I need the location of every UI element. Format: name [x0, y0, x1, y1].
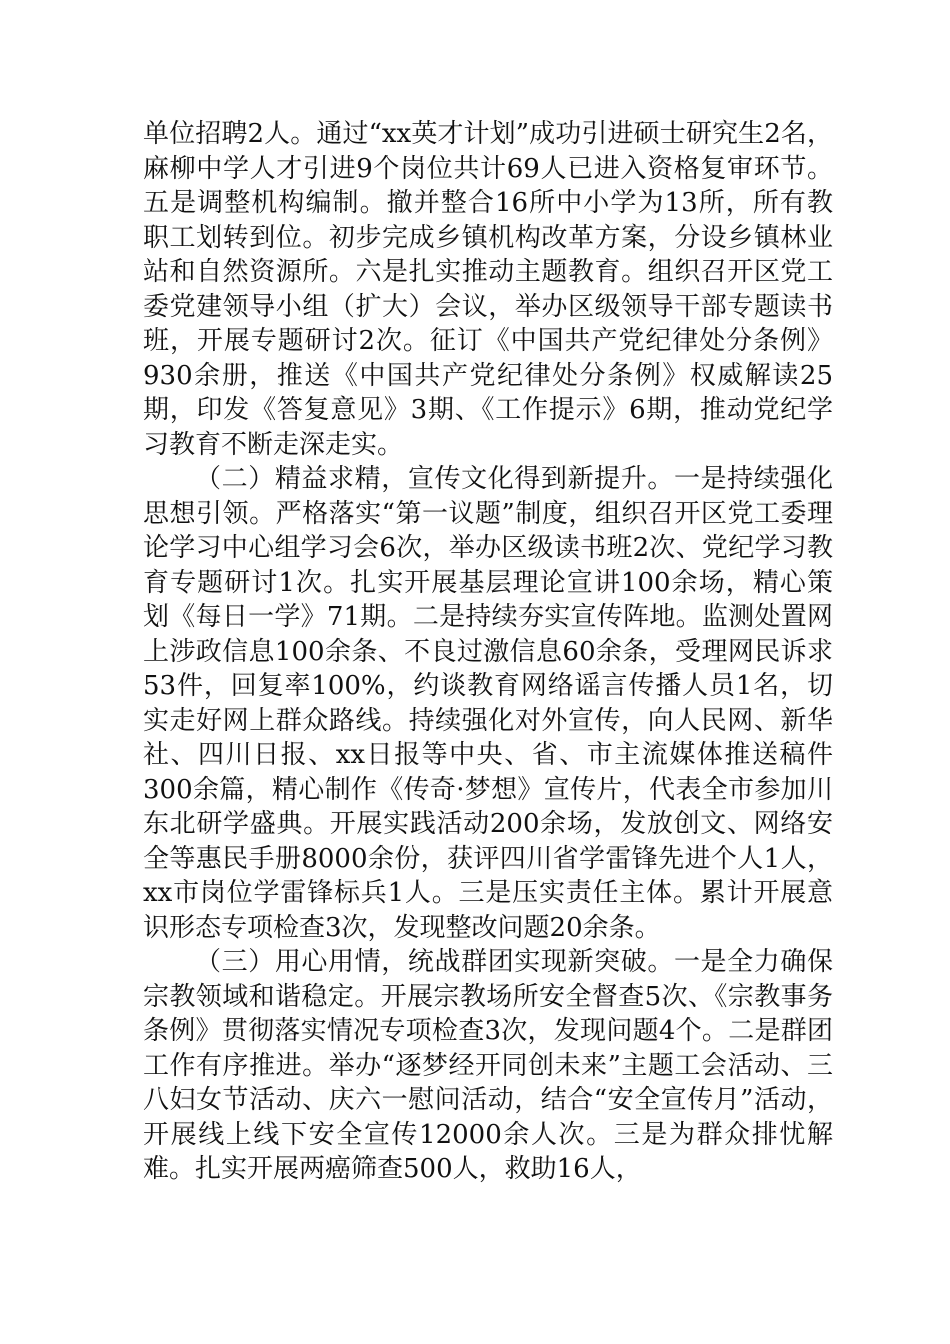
- body-text: [143, 117, 833, 1187]
- paragraph-united-front-and-mass-groups: （三）用心用情，统战群团实现新突破。一是全力确保宗教领域和谐稳定。开展宗教场所安全督查5次、《宗教事务条例》贯彻落实情况专项检查3次，发现问题4个。二是群团工作有序推进。举办“逐梦经开同创未来”主题工会活动、三八妇女节活动、庆六一慰问活动，结合“安全宣传月”活动，开展线上线下安全宣传12000余人次。三是为群众排忧解难。扎实开展两癌筛查500人，救助16人，: [143, 947, 833, 1184]
- paragraph-staffing-and-education: 单位招聘2人。通过“xx英才计划”成功引进硕士研究生2名，麻柳中学人才引进9个岗位共计69人已进入资格复审环节。五是调整机构编制。撤并整合16所中小学为13所，所有教职工划转到位。初步完成乡镇机构改革方案，分设乡镇林业站和自然资源所。六是扎实推动主题教育。组织召开区党工委党建领导小组（扩大）会议，举办区级领导干部专题读书班，开展专题研讨2次。征订《中国共产党纪律处分条例》930余册，推送《中国共产党纪律处分条例》权威解读25期，印发《答复意见》3期、《工作提示》6期，推动党纪学习教育不断走深走实。: [143, 119, 833, 460]
- paragraph-publicity-and-culture: （二）精益求精，宣传文化得到新提升。一是持续强化思想引领。严格落实“第一议题”制度，组织召开区党工委理论学习中心组学习会6次，举办区级读书班2次、党纪学习教育专题研讨1次。扎实开展基层理论宣讲100余场，精心策划《每日一学》71期。二是持续夯实宣传阵地。监测处置网上涉政信息100余条、不良过激信息60余条，受理网民诉求53件，回复率100%，约谈教育网络谣言传播人员1名，切实走好网上群众路线。持续强化对外宣传，向人民网、新华社、四川日报、xx日报等中央、省、市主流媒体推送稿件300余篇，精心制作《传奇·梦想》宣传片，代表全市参加川东北研学盛典。开展实践活动200余场，发放创文、网络安全等惠民手册8000余份，获评四川省学雷锋先进个人1人，xx市岗位学雷锋标兵1人。三是压实责任主体。累计开展意识形态专项检查3次，发现整改问题20余条。: [143, 464, 833, 943]
